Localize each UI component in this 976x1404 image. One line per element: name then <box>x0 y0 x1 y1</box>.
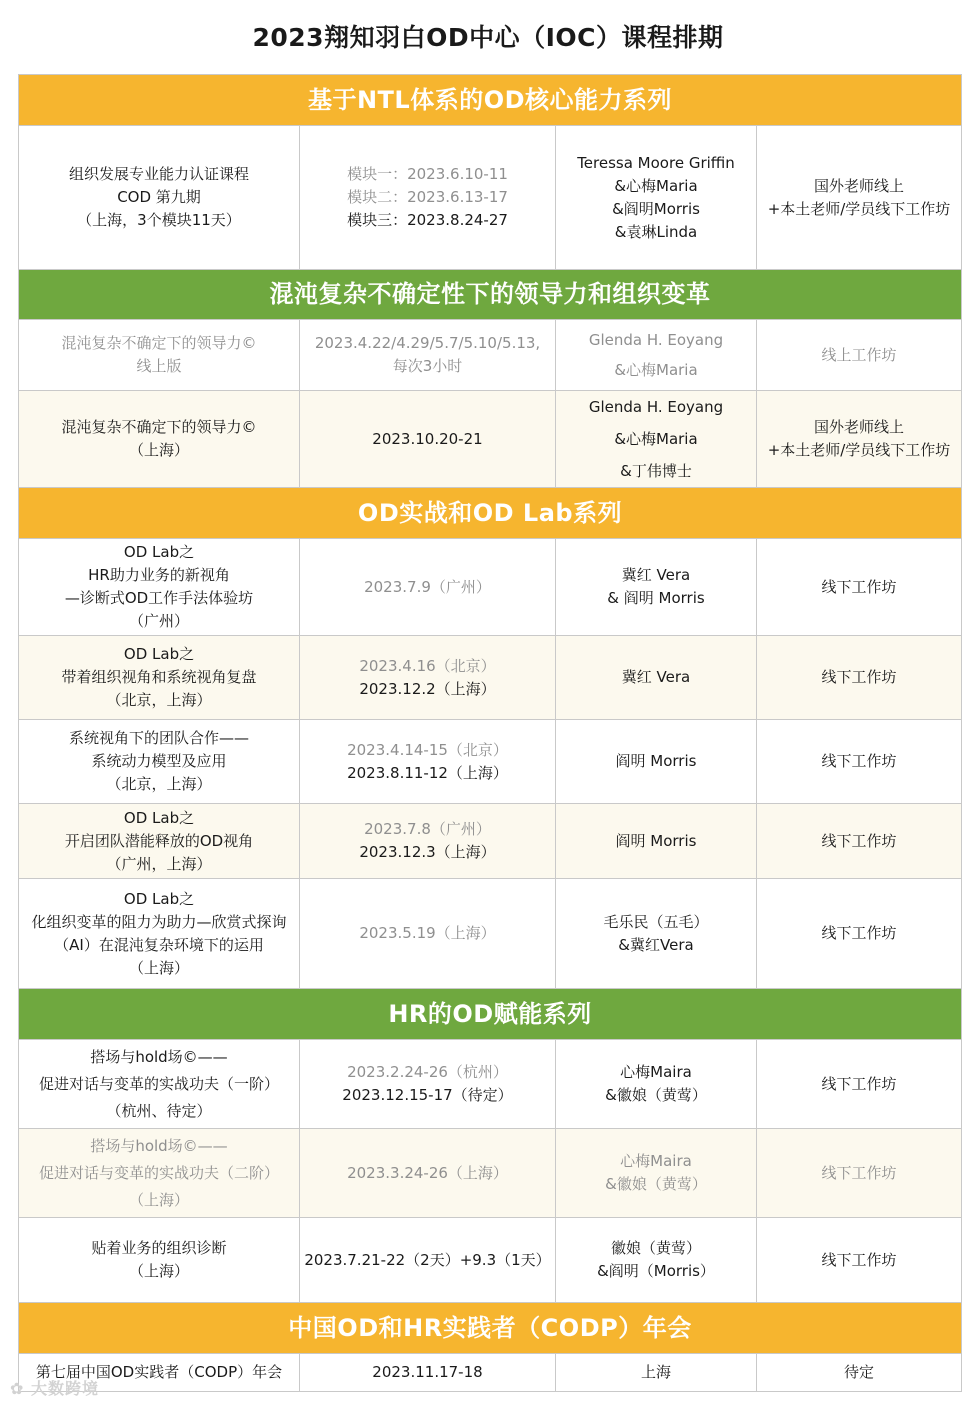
course-name: OD Lab之 <box>123 543 195 561</box>
section-title: HR的OD赋能系列 <box>19 989 962 1040</box>
table-row <box>19 320 962 391</box>
watermark-icon: ✿ <box>10 1379 25 1398</box>
course-name: （北京，上海） <box>106 775 212 793</box>
teacher: 冀红 Vera <box>621 566 691 584</box>
date-cell <box>300 720 556 804</box>
table-row <box>19 1040 962 1129</box>
date-cell: 2023.10.20-21 <box>300 391 556 488</box>
course-date: 2023.4.16（北京） <box>359 656 496 675</box>
section-header-codp <box>19 1303 962 1354</box>
teacher-cell: 阎明 Morris <box>556 804 757 879</box>
course-date: 2023.4.14-15（北京） <box>347 740 508 759</box>
teacher: & 阎明 Morris <box>607 589 705 607</box>
course-name-cell <box>19 804 300 879</box>
course-format: 国外老师线上 <box>814 418 905 436</box>
teacher-cell: 冀红 Vera <box>556 636 757 720</box>
teacher-cell <box>556 126 757 270</box>
course-name: OD Lab之 <box>123 645 195 663</box>
date-cell <box>300 636 556 720</box>
teacher: &心梅Maria <box>614 176 698 195</box>
course-name-cell <box>19 636 300 720</box>
course-name: 混沌复杂不确定下的领导力© <box>61 418 257 436</box>
course-name: （上海） <box>128 441 189 459</box>
course-name: 线上版 <box>136 357 182 375</box>
table-row <box>19 804 962 879</box>
teacher: &阎明（Morris） <box>597 1262 715 1280</box>
format-cell <box>757 126 962 270</box>
course-date: 2023.12.2（上海） <box>359 679 496 698</box>
teacher: &袁琳Linda <box>614 222 698 241</box>
course-name: （上海） <box>128 1190 189 1209</box>
course-name: （AI）在混沌复杂环境下的运用 <box>54 935 264 954</box>
course-name: —诊断式OD工作手法体验坊 <box>64 589 254 607</box>
table-row <box>19 391 962 488</box>
table-row <box>19 879 962 989</box>
course-name: 开启团队潜能释放的OD视角 <box>64 831 254 850</box>
course-name: 化组织变革的阻力为助力—欣赏式探询 <box>31 912 287 931</box>
format-cell: 线下工作坊 <box>757 1040 962 1129</box>
format-cell: 线下工作坊 <box>757 720 962 804</box>
course-name: 带着组织视角和系统视角复盘 <box>61 668 257 686</box>
teacher: 毛乐民（五毛） <box>603 912 709 931</box>
teacher-cell <box>556 320 757 391</box>
teacher: 心梅Maira <box>620 1152 692 1170</box>
course-date: 每次3小时 <box>392 357 463 375</box>
section-header-hr-od <box>19 989 962 1040</box>
teacher: 徽娘（黄莺） <box>610 1239 701 1257</box>
section-title: 混沌复杂不确定性下的领导力和组织变革 <box>19 270 962 320</box>
format-cell: 待定 <box>757 1354 962 1392</box>
table-row <box>19 126 962 270</box>
course-format: 国外老师线上 <box>814 176 905 195</box>
course-date: 模块三：2023.8.24-27 <box>347 211 508 229</box>
course-name-cell <box>19 539 300 636</box>
course-date: 2023.7.8（广州） <box>364 820 491 838</box>
teacher-cell <box>556 1218 757 1303</box>
course-name: 混沌复杂不确定下的领导力© <box>61 334 257 352</box>
section-title: OD实战和OD Lab系列 <box>19 488 962 539</box>
date-cell <box>300 320 556 391</box>
teacher-cell <box>556 1129 757 1218</box>
section-title: 中国OD和HR实践者（CODP）年会 <box>19 1303 962 1354</box>
format-cell: 线下工作坊 <box>757 879 962 989</box>
course-date: 2023.12.15-17（待定） <box>342 1086 513 1104</box>
course-name: OD Lab之 <box>123 889 195 908</box>
course-name: 系统视角下的团队合作—— <box>68 729 249 747</box>
format-cell: 线上工作坊 <box>757 320 962 391</box>
course-date: 模块一：2023.6.10-11 <box>347 165 508 183</box>
teacher: &心梅Maria <box>614 361 698 379</box>
course-name-cell <box>19 1218 300 1303</box>
course-name: （广州，上海） <box>106 854 212 873</box>
watermark-text: 大数跨境 <box>30 1379 99 1398</box>
teacher-cell: 阎明 Morris <box>556 720 757 804</box>
course-name-cell <box>19 879 300 989</box>
section-header-leadership <box>19 270 962 320</box>
course-name: （杭州、待定） <box>106 1101 212 1120</box>
date-cell <box>300 804 556 879</box>
date-cell: 2023.7.21-22（2天）+9.3（1天） <box>300 1218 556 1303</box>
course-name: （广州） <box>128 612 189 630</box>
course-name: 贴着业务的组织诊断 <box>91 1239 227 1257</box>
course-name: 搭场与hold场©—— <box>90 1047 228 1066</box>
course-date: 2023.12.3（上海） <box>359 843 496 861</box>
teacher: Glenda H. Eoyang <box>588 398 724 416</box>
course-date: 模块二：2023.6.13-17 <box>347 188 508 206</box>
date-cell: 2023.3.24-26（上海） <box>300 1129 556 1218</box>
teacher-cell <box>556 539 757 636</box>
course-name-cell <box>19 1040 300 1129</box>
date-cell <box>300 126 556 270</box>
course-name: OD Lab之 <box>123 808 195 827</box>
teacher: &心梅Maria <box>614 430 698 448</box>
section-title: 基于NTL体系的OD核心能力系列 <box>19 75 962 126</box>
section-header-od-lab <box>19 488 962 539</box>
teacher: &冀红Vera <box>618 935 694 954</box>
course-name-cell <box>19 1129 300 1218</box>
course-date: 2023.8.11-12（上海） <box>347 763 508 782</box>
location-cell: 上海 <box>556 1354 757 1392</box>
format-cell: 线下工作坊 <box>757 636 962 720</box>
course-name-cell <box>19 126 300 270</box>
section-header-ntl <box>19 75 962 126</box>
course-name: 组织发展专业能力认证课程 <box>68 165 249 183</box>
teacher-cell <box>556 1040 757 1129</box>
course-date: 2023.4.22/4.29/5.7/5.10/5.13, <box>314 334 541 352</box>
teacher: &徽娘（黄莺） <box>605 1086 707 1104</box>
date-cell: 2023.11.17-18 <box>300 1354 556 1392</box>
course-name-cell: 第七届中国OD实践者（CODP）年会 <box>19 1354 300 1392</box>
teacher: &阎明Morris <box>612 199 700 218</box>
table-row <box>19 539 962 636</box>
course-format: +本土老师/学员线下工作坊 <box>767 441 951 459</box>
course-name: （上海） <box>128 1262 189 1280</box>
course-name: COD 第九期 <box>117 188 201 206</box>
date-cell: 2023.5.19（上海） <box>300 879 556 989</box>
teacher-cell <box>556 391 757 488</box>
format-cell: 线下工作坊 <box>757 539 962 636</box>
course-name-cell <box>19 391 300 488</box>
watermark-logo <box>10 1376 99 1399</box>
course-date: 2023.2.24-26（杭州） <box>347 1063 508 1081</box>
teacher: &徽娘（黄莺） <box>605 1175 707 1193</box>
format-cell: 线下工作坊 <box>757 804 962 879</box>
date-cell <box>300 1040 556 1129</box>
date-cell: 2023.7.9（广州） <box>300 539 556 636</box>
course-schedule-table <box>18 74 962 1392</box>
teacher: Teressa Moore Griffin <box>577 153 735 172</box>
course-name: （上海，3个模块11天） <box>77 211 241 229</box>
table-row <box>19 1218 962 1303</box>
table-row <box>19 1354 962 1392</box>
format-cell <box>757 391 962 488</box>
page-title: 2023翔知羽白OD中心（IOC）课程排期 <box>252 23 724 52</box>
format-cell: 线下工作坊 <box>757 1218 962 1303</box>
course-name: 搭场与hold场©—— <box>90 1136 228 1155</box>
teacher: 心梅Maira <box>620 1063 692 1081</box>
course-name-cell <box>19 720 300 804</box>
table-row <box>19 636 962 720</box>
table-row <box>19 720 962 804</box>
teacher: Glenda H. Eoyang <box>588 331 724 349</box>
course-name: HR助力业务的新视角 <box>88 566 230 584</box>
table-row <box>19 1129 962 1218</box>
teacher-cell <box>556 879 757 989</box>
course-name: 促进对话与变革的实战功夫（二阶） <box>38 1163 279 1182</box>
teacher: &丁伟博士 <box>620 462 692 480</box>
course-name: 系统动力模型及应用 <box>91 752 227 770</box>
course-format: +本土老师/学员线下工作坊 <box>767 199 951 218</box>
course-name-cell <box>19 320 300 391</box>
course-name: （上海） <box>128 958 189 977</box>
course-name: （北京，上海） <box>106 691 212 709</box>
format-cell: 线下工作坊 <box>757 1129 962 1218</box>
course-name: 促进对话与变革的实战功夫（一阶） <box>38 1074 279 1093</box>
